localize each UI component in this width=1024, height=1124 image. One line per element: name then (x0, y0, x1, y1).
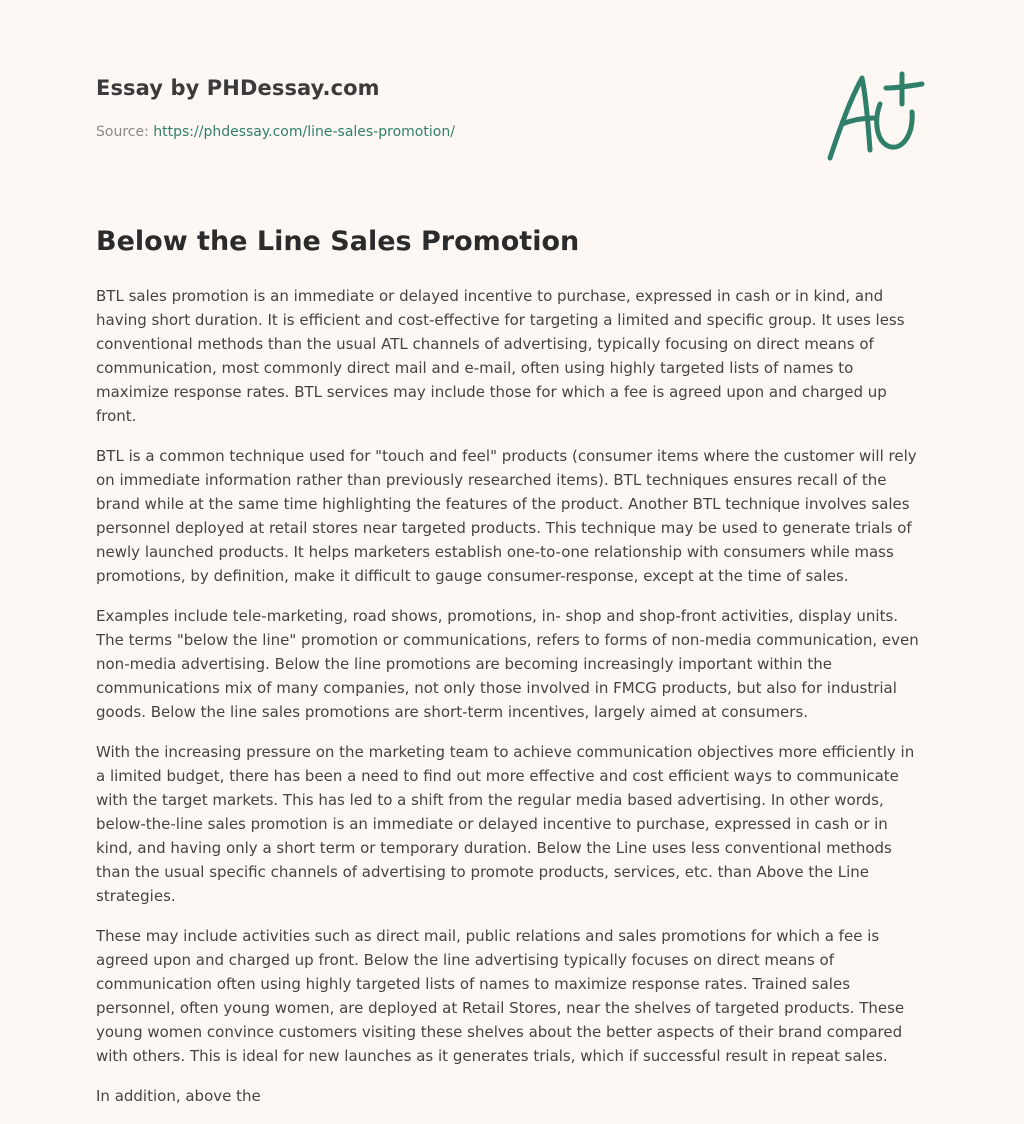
source-label: Source: (96, 124, 154, 140)
essay-body (96, 284, 928, 1124)
essay-title: Below the Line Sales Promotion (96, 226, 580, 257)
essay-paragraph: With the increasing pressure on the marketing team to achieve communication objectives more efficiently in a limited budget, there has been a need to find out more effective and cost efficient ways to communicate with the target markets. This has led to a shift from the regular media based advertising. In other words, below-the-line sales promotion is an immediate or delayed incentive to purchase, expressed in cash or in kind, and having only a short term or temporary duration. Below the Line uses less conventional methods than the usual specific channels of advertising to promote products, services, etc. than Above the Line strategies. (96, 743, 915, 905)
essay-paragraph: BTL sales promotion is an immediate or delayed incentive to purchase, expressed in cash or in kind, and having short duration. It is efficient and cost-effective for targeting a limited and specific group. It uses less conventional methods than the usual ATL channels of advertising, typically focusing on direct means of communication, most commonly direct mail and e-mail, often using highly targeted lists of names to maximize response rates. BTL services may include those for which a fee is agreed upon and charged up front. (96, 287, 905, 425)
source-line (96, 124, 455, 140)
site-title: Essay by PHDessay.com (96, 76, 380, 100)
essay-paragraph: These may include activities such as direct mail, public relations and sales promotions for which a fee is agreed upon and charged up front. Below the line advertising typically focuses on direct means of communication often using highly targeted lists of names to maximize response rates. Trained sales personnel, often young women, are deployed at Retail Stores, near the shelves of targeted products. These young women convince customers visiting these shelves about the better aspects of their brand compared with others. This is ideal for new launches as it generates trials, which if successful result in repeat sales. (96, 927, 905, 1065)
a-plus-grade-icon (822, 68, 928, 164)
essay-paragraph: BTL is a common technique used for "touch and feel" products (consumer items where the customer will rely on immediate information rather than previously researched items). BTL techniques ensures recall of the brand while at the same time highlighting the features of the product. Another BTL technique involves sales personnel deployed at retail stores near targeted products. This technique may be used to generate trials of newly launched products. It helps marketers establish one-to-one relationship with consumers while mass promotions, by definition, make it difficult to gauge consumer-response, except at the time of sales. (96, 447, 917, 585)
essay-paragraph: Examples include tele-marketing, road shows, promotions, in- shop and shop-front activities, display units. The terms "below the line" promotion or communications, refers to forms of non-media communication, even non-media advertising. Below the line promotions are becoming increasingly important within the communications mix of many companies, not only those involved in FMCG products, but also for industrial goods. Below the line sales promotions are short-term incentives, largely aimed at consumers. (96, 607, 919, 721)
essay-paragraph: In addition, above the (96, 1087, 261, 1105)
source-link[interactable]: https://phdessay.com/line-sales-promotion/ (153, 124, 455, 140)
